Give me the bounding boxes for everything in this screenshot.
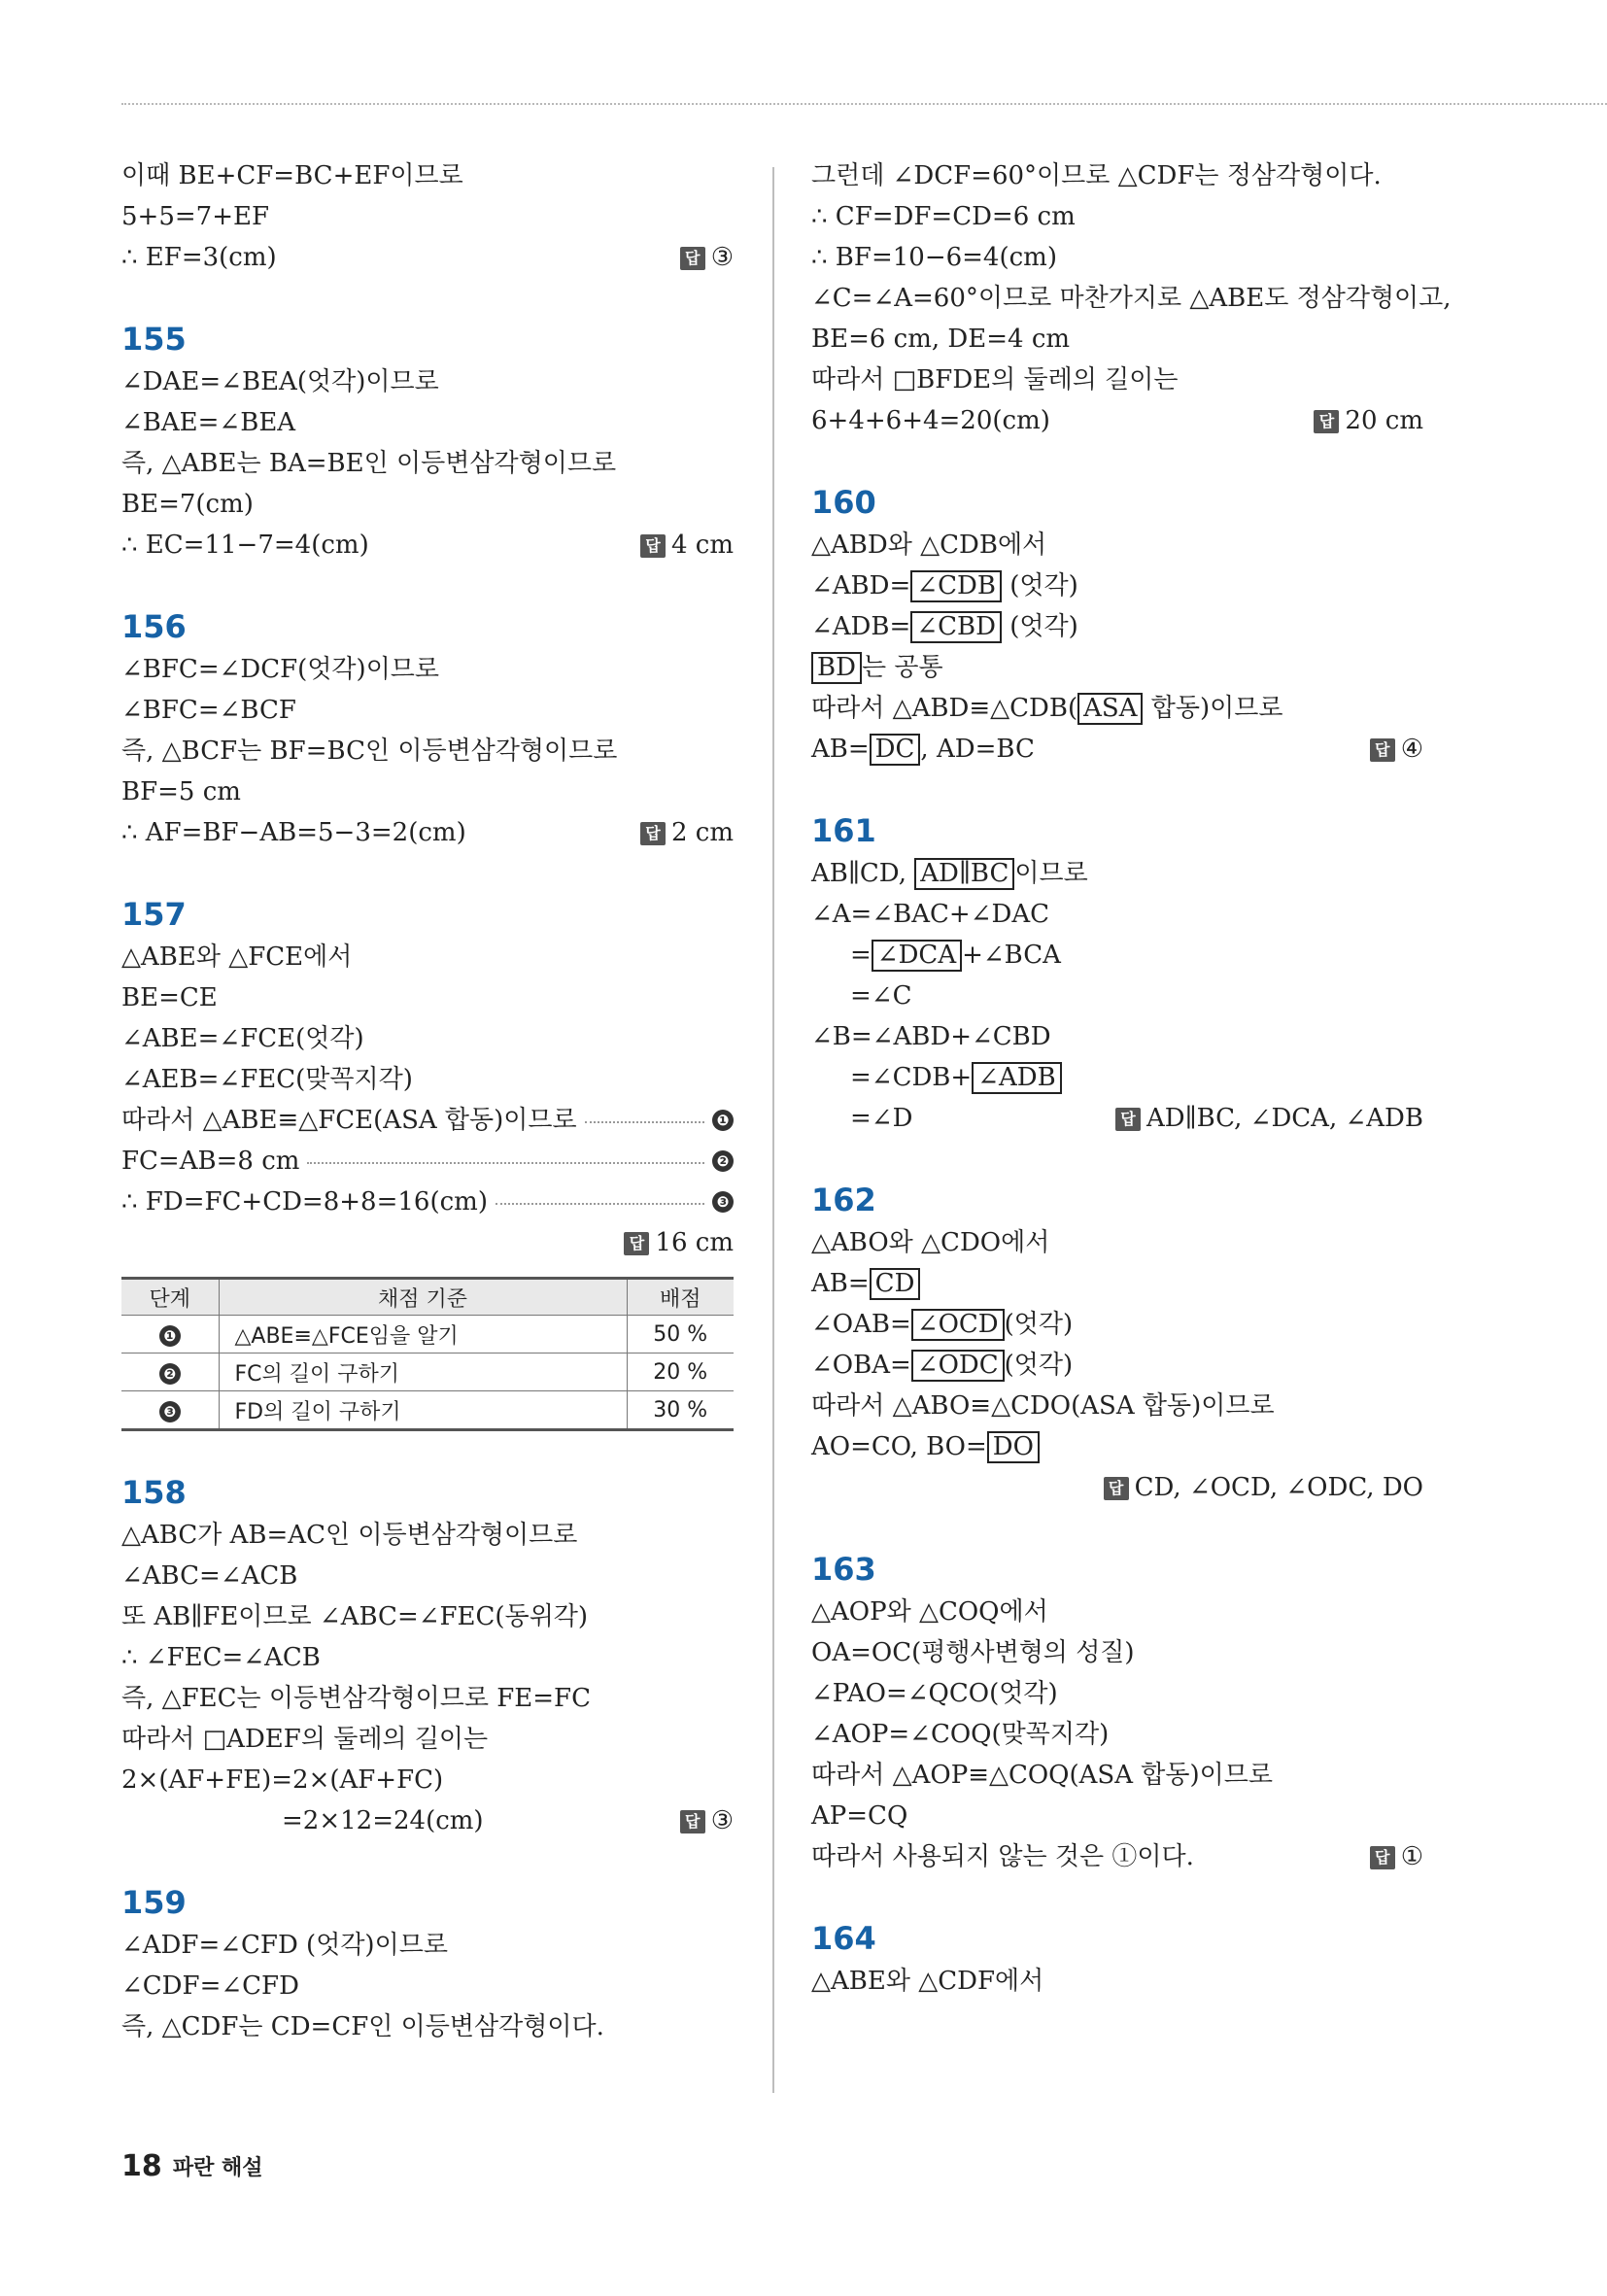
blank-box: DC [870, 734, 921, 766]
step-marker: ❶ [159, 1325, 181, 1347]
top-dotted-rule [121, 103, 1607, 105]
table-cell: FC의 길이 구하기 [219, 1354, 627, 1391]
solution-line: 즉, △BCF는 BF=BC인 이등변삼각형이므로 [121, 737, 618, 766]
solution-line: BE=CE [121, 983, 218, 1012]
answer-line [811, 1467, 1423, 1508]
answer [680, 237, 734, 278]
solution-line [811, 729, 1423, 770]
problem-155 [121, 317, 734, 565]
solution-text: =∠D [850, 1104, 913, 1133]
step-2-marker: ❷ [712, 1150, 734, 1172]
solution-line: ∠CDF=∠CFD [121, 1971, 299, 2001]
column-divider [772, 167, 774, 2093]
solution-line: BE=7(cm) [121, 490, 254, 519]
blank-box: DO [987, 1431, 1040, 1463]
table-cell [121, 1391, 219, 1430]
solution-line: ∴ ∠FEC=∠ACB [121, 1643, 321, 1672]
answer-mark-icon: 답 [1104, 1477, 1129, 1500]
solution-text: =∠CDB+ [850, 1063, 973, 1092]
problem-164 [811, 1916, 1423, 2002]
solution-line: ∠PAO=∠QCO(엇각) [811, 1679, 1058, 1708]
problem-number: 157 [121, 896, 187, 933]
answer-mark-icon: 답 [680, 1810, 705, 1833]
solution-line: ∠BFC=∠DCF(엇각)이므로 [121, 655, 440, 684]
leader-dots [307, 1162, 704, 1164]
blank-box: BD [811, 652, 862, 684]
solution-text: (엇각) [1009, 612, 1078, 641]
solution-text: ∠OAB= [811, 1310, 911, 1339]
problem-156 [121, 604, 734, 853]
solution-line: 그런데 ∠DCF=60°이므로 △CDF는 정삼각형이다. [811, 161, 1382, 190]
problem-number: 155 [121, 321, 187, 358]
blank-box: ∠ADB [972, 1062, 1062, 1094]
table-cell: 50 % [627, 1316, 734, 1354]
blank-box: AD∥BC [914, 858, 1014, 890]
solution-text: ∴ FD=FC+CD=8+8=16(cm) [121, 1187, 488, 1217]
blank-box: ∠DCA [872, 940, 962, 972]
answer-value: 4 cm [670, 531, 734, 560]
solution-line: △ABE와 △CDF에서 [811, 1967, 1044, 1996]
solution-line [121, 812, 734, 853]
leader-dots [496, 1203, 704, 1205]
solution-line: △AOP와 △COQ에서 [811, 1597, 1048, 1627]
column-header: 배점 [627, 1279, 734, 1316]
problem-number: 161 [811, 812, 876, 849]
solution-line [811, 647, 1423, 688]
solution-line: OA=OC(평행사변형의 성질) [811, 1638, 1135, 1667]
solution-line: 즉, △FEC는 이등변삼각형이므로 FE=FC [121, 1684, 591, 1713]
answer-value: CD, ∠OCD, ∠ODC, DO [1134, 1473, 1423, 1502]
solution-text: (엇각) [1009, 571, 1078, 600]
problem-161 [811, 808, 1423, 1139]
blank-box: ∠CDB [910, 570, 1002, 602]
solution-line: 이때 BE+CF=BC+EF이므로 [121, 161, 463, 190]
solution-line: ∠ABC=∠ACB [121, 1561, 298, 1591]
solution-text: FC=AB=8 cm [121, 1147, 300, 1176]
right-column [811, 155, 1452, 2002]
solution-text: = [850, 941, 872, 970]
solution-text: , AD=BC [920, 735, 1035, 764]
answer-value: AD∥BC, ∠DCA, ∠ADB [1145, 1104, 1423, 1133]
solution-line: 따라서 △ABO≡△CDO(ASA 합동)이므로 [811, 1391, 1275, 1421]
answer [1370, 1836, 1423, 1877]
solution-line: △ABD와 △CDB에서 [811, 531, 1047, 560]
solution-line: ∠BFC=∠BCF [121, 696, 296, 725]
solution-line: ∠C=∠A=60°이므로 마찬가지로 △ABE도 정삼각형이고, [811, 284, 1452, 313]
solution-text: ∠ADB= [811, 612, 911, 641]
solution-text: ∠ABD= [811, 571, 911, 600]
table-cell [121, 1316, 219, 1354]
solution-text: ∴ AF=BF−AB=5−3=2(cm) [121, 818, 466, 847]
answer-value: ③ [710, 1806, 734, 1835]
table-row [121, 1354, 734, 1391]
problem-number: 164 [811, 1920, 876, 1957]
solution-text: 따라서 사용되지 않는 것은 ①이다. [811, 1842, 1194, 1871]
footer-label: 파란 해설 [172, 2156, 263, 2180]
problem-160 [811, 480, 1423, 770]
solution-line: ∴ CF=DF=CD=6 cm [811, 202, 1076, 231]
solution-text: AB= [811, 735, 870, 764]
answer [640, 812, 734, 853]
intro-solution [121, 155, 734, 278]
solution-text: (엇각) [1004, 1310, 1074, 1339]
blank-box: CD [870, 1268, 921, 1300]
solution-text: =2×12=24(cm) [282, 1806, 484, 1835]
solution-line: 따라서 □ADEF의 둘레의 길이는 [121, 1725, 489, 1754]
solution-line [811, 1426, 1423, 1467]
problem-163 [811, 1547, 1423, 1877]
solution-line: 즉, △CDF는 CD=CF인 이등변삼각형이다. [121, 2012, 604, 2041]
answer [680, 1800, 734, 1841]
problem-number: 158 [121, 1474, 187, 1511]
solution-line [121, 1182, 734, 1222]
solution-line: ∠AOP=∠COQ(맞꼭지각) [811, 1720, 1110, 1749]
problem-number: 156 [121, 608, 187, 645]
step-3-marker: ❸ [712, 1191, 734, 1213]
table-row [121, 1316, 734, 1354]
blank-box: ∠CBD [910, 611, 1002, 643]
table-row [121, 1391, 734, 1430]
leader-dots [585, 1121, 704, 1123]
answer-mark-icon: 답 [680, 247, 705, 270]
blank-box: ∠OCD [911, 1309, 1005, 1341]
answer-mark-icon: 답 [1115, 1108, 1141, 1131]
solution-line [811, 400, 1423, 441]
problem-159 [121, 1880, 734, 2047]
answer-mark-icon: 답 [1370, 738, 1395, 762]
answer-value: 16 cm [655, 1228, 734, 1257]
answer [1370, 729, 1423, 770]
solution-line: △ABO와 △CDO에서 [811, 1228, 1050, 1257]
answer-mark-icon: 답 [640, 822, 666, 845]
table-cell: FD의 길이 구하기 [219, 1391, 627, 1430]
solution-text: 는 공통 [861, 653, 943, 682]
answer-value: ③ [710, 243, 734, 272]
problem-number: 162 [811, 1182, 876, 1218]
solution-line: ∠B=∠ABD+∠CBD [811, 1022, 1051, 1051]
solution-line [811, 935, 1423, 976]
solution-line: 따라서 □BFDE의 둘레의 길이는 [811, 365, 1179, 394]
solution-line: 5+5=7+EF [121, 202, 270, 231]
answer [1115, 1098, 1423, 1139]
solution-line: 또 AB∥FE이므로 ∠ABC=∠FEC(동위각) [121, 1602, 589, 1631]
solution-line [811, 1345, 1423, 1386]
solution-line [811, 688, 1423, 729]
answer [624, 1222, 734, 1263]
solution-line: ∠ABE=∠FCE(엇각) [121, 1024, 364, 1053]
solution-line: ∠BAE=∠BEA [121, 408, 296, 437]
solution-line [121, 1800, 734, 1841]
solution-line: ∠ADF=∠CFD (엇각)이므로 [121, 1931, 448, 1960]
table-cell [121, 1354, 219, 1391]
table-cell: 30 % [627, 1391, 734, 1430]
problem-number: 159 [121, 1884, 187, 1921]
solution-line [811, 853, 1423, 894]
step-1-marker: ❶ [712, 1110, 734, 1131]
answer-value: ④ [1400, 735, 1423, 764]
table-header-row [121, 1279, 734, 1316]
blank-box: ∠ODC [911, 1350, 1005, 1382]
solution-text: 6+4+6+4=20(cm) [811, 406, 1050, 435]
answer-value: 20 cm [1345, 406, 1423, 435]
problem-number: 160 [811, 484, 876, 521]
solution-line: ∠AEB=∠FEC(맞꼭지각) [121, 1065, 413, 1094]
page-number: 18 [121, 2149, 162, 2183]
answer-value: ① [1400, 1842, 1423, 1871]
solution-line [121, 237, 734, 278]
answer [1104, 1467, 1423, 1508]
solution-line [121, 1141, 734, 1182]
table-cell: △ABE≡△FCE임을 알기 [219, 1316, 627, 1354]
problem-157 [121, 892, 734, 1431]
solution-text: AB∥CD, [811, 859, 906, 888]
problem-159-continued [811, 155, 1452, 441]
answer-mark-icon: 답 [640, 534, 666, 558]
column-header: 채점 기준 [219, 1279, 627, 1316]
solution-text: ∠OBA= [811, 1351, 911, 1380]
solution-line [811, 606, 1423, 647]
solution-line: BF=5 cm [121, 777, 241, 806]
step-marker: ❸ [159, 1401, 181, 1422]
solution-line: BE=6 cm, DE=4 cm [811, 325, 1071, 354]
solution-line: 즉, △ABE는 BA=BE인 이등변삼각형이므로 [121, 449, 617, 478]
solution-line: AP=CQ [811, 1801, 908, 1831]
solution-line [811, 1263, 1423, 1304]
solution-text: ∴ EC=11−7=4(cm) [121, 531, 369, 560]
solution-line [811, 565, 1423, 606]
column-header: 단계 [121, 1279, 219, 1316]
left-column [121, 155, 734, 2047]
page-footer [121, 2149, 263, 2183]
answer-mark-icon: 답 [624, 1232, 649, 1255]
solution-text: 합동)이므로 [1150, 694, 1283, 723]
solution-line: 따라서 △AOP≡△COQ(ASA 합동)이므로 [811, 1761, 1273, 1790]
solution-line [121, 1100, 734, 1141]
solution-line [811, 1098, 1423, 1139]
solution-line [811, 1057, 1423, 1098]
answer [640, 525, 734, 565]
problem-number: 163 [811, 1551, 876, 1588]
solution-text: AB= [811, 1269, 870, 1298]
solution-line [811, 1836, 1423, 1877]
answer-mark-icon: 답 [1314, 410, 1339, 433]
answer-value: 2 cm [670, 818, 734, 847]
problem-162 [811, 1178, 1423, 1508]
blank-box: ASA [1077, 693, 1143, 725]
step-marker: ❷ [159, 1363, 181, 1385]
solution-line [121, 525, 734, 565]
solution-line: △ABC가 AB=AC인 이등변삼각형이므로 [121, 1521, 578, 1550]
solution-line: ∠DAE=∠BEA(엇각)이므로 [121, 367, 439, 396]
table-cell: 20 % [627, 1354, 734, 1391]
answer-line [121, 1222, 734, 1263]
problem-158 [121, 1470, 734, 1841]
solution-line: 2×(AF+FE)=2×(AF+FC) [121, 1765, 444, 1795]
solution-line: ∴ BF=10−6=4(cm) [811, 243, 1057, 272]
solution-text: 이므로 [1014, 859, 1088, 888]
solution-text: AO=CO, BO= [811, 1432, 987, 1461]
solution-text: +∠BCA [962, 941, 1061, 970]
grading-table [121, 1277, 734, 1431]
solution-text: 따라서 △ABE≡△FCE(ASA 합동)이므로 [121, 1106, 577, 1135]
solution-line: △ABE와 △FCE에서 [121, 942, 353, 972]
solution-text: (엇각) [1004, 1351, 1074, 1380]
solution-text: ∴ EF=3(cm) [121, 243, 277, 272]
answer [1314, 400, 1423, 441]
solution-line: =∠C [850, 981, 912, 1011]
solution-line [811, 1304, 1423, 1345]
answer-mark-icon: 답 [1370, 1846, 1395, 1869]
solution-line: ∠A=∠BAC+∠DAC [811, 900, 1049, 929]
solution-text: 따라서 △ABD≡△CDB( [811, 694, 1078, 723]
